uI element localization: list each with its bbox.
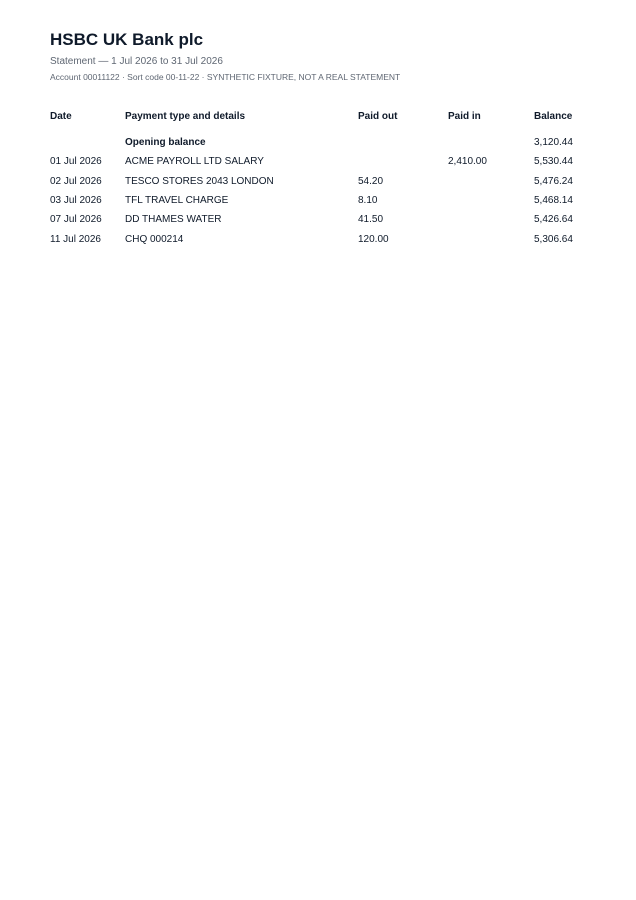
cell-details: TESCO STORES 2043 LONDON	[125, 175, 274, 187]
cell-paid-in	[448, 210, 534, 229]
table-row	[50, 152, 577, 171]
cell-paid-in: 2,410.00	[448, 156, 487, 168]
cell-date: 07 Jul 2026	[50, 214, 102, 226]
column-header-date: Date	[50, 111, 72, 122]
cell-balance: 5,306.64	[534, 233, 573, 245]
cell-date: 11 Jul 2026	[50, 233, 101, 245]
cell-paid-out	[358, 152, 448, 171]
column-header-paid-out: Paid out	[358, 111, 398, 122]
opening-balance-row	[50, 133, 577, 152]
cell-paid-out: 54.20	[358, 175, 384, 187]
account-details: Account 00011122 · Sort code 00-11-22 · SYNTHETIC FIXTURE, NOT A REAL STATEMENT	[50, 72, 401, 82]
cell-paid-in	[448, 172, 534, 191]
column-header-paid-in: Paid in	[448, 111, 481, 122]
cell-balance: 5,426.64	[534, 214, 573, 226]
cell-paid-out: 8.10	[358, 195, 378, 207]
cell-balance: 5,476.24	[534, 175, 573, 187]
cell-details: ACME PAYROLL LTD SALARY	[125, 156, 264, 168]
table-row	[50, 229, 577, 248]
transactions-table	[50, 111, 577, 249]
cell-balance: 5,468.14	[534, 195, 573, 207]
table-row	[50, 172, 577, 191]
bank-name: HSBC UK Bank plc	[50, 30, 204, 49]
statement-period: Statement — 1 Jul 2026 to 31 Jul 2026	[50, 56, 223, 67]
cell-details: TFL TRAVEL CHARGE	[125, 195, 229, 207]
cell-date	[50, 133, 125, 152]
table-header-row	[50, 111, 577, 133]
cell-date: 03 Jul 2026	[50, 195, 102, 207]
cell-details: Opening balance	[125, 137, 206, 149]
cell-paid-out	[358, 133, 448, 152]
column-header-details: Payment type and details	[125, 111, 246, 122]
cell-date: 01 Jul 2026	[50, 156, 102, 168]
column-header-balance: Balance	[534, 111, 573, 122]
cell-balance: 5,530.44	[534, 156, 573, 168]
cell-date: 02 Jul 2026	[50, 175, 102, 187]
cell-paid-in	[448, 133, 534, 152]
cell-balance: 3,120.44	[534, 137, 573, 149]
cell-paid-in	[448, 229, 534, 248]
cell-details: CHQ 000214	[125, 233, 184, 245]
table-row	[50, 191, 577, 210]
cell-paid-out: 41.50	[358, 214, 384, 226]
cell-details: DD THAMES WATER	[125, 214, 222, 226]
cell-paid-out: 120.00	[358, 233, 389, 245]
cell-paid-in	[448, 191, 534, 210]
table-row	[50, 210, 577, 229]
